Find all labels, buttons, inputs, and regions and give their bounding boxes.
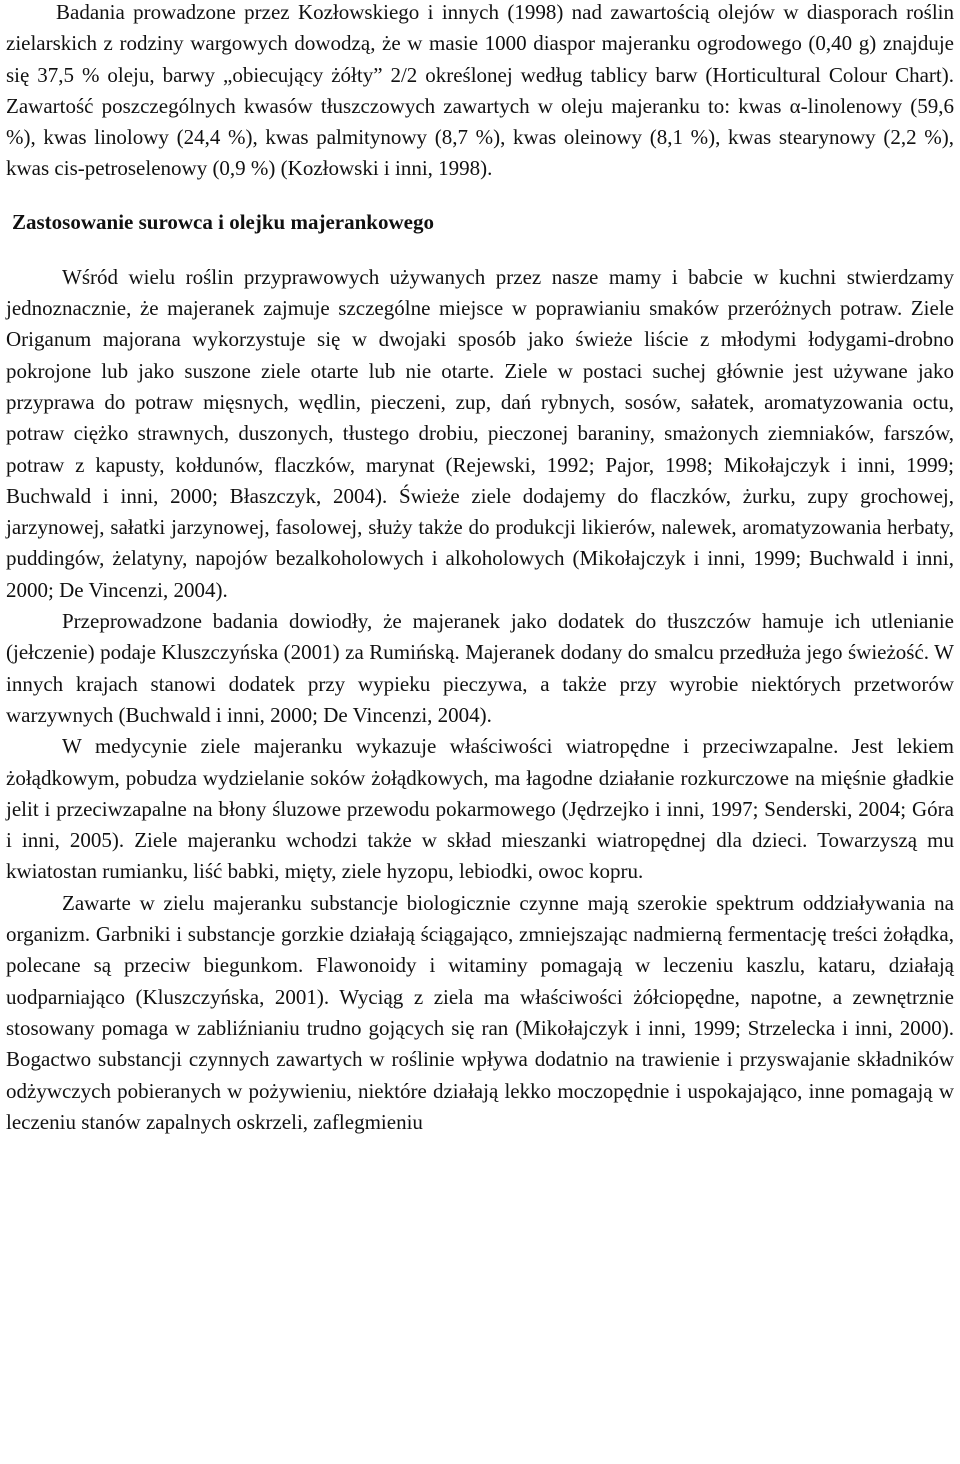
paragraph-culinary-use: Wśród wielu roślin przyprawowych używanych przez nasze mamy i babcie w kuchni stwierdzamy jednoznacznie, że majeranek zajmuje szczególne miejsce w poprawianiu smaków przeróżnych potraw. Ziele Origanum majorana wykorzystuje się w dwojaki sposób jako świeże liście z młodymi łodygami-drobno pokrojone lub jako suszone ziele otarte lub nie otarte. Ziele w postaci suchej głównie jest używane jako przyprawa do potraw mięsnych, wędlin, pieczeni, zup, dań rybnych, sosów, sałatek, aromatyzowania octu, potraw ciężko strawnych, duszonych, tłustego drobiu, pieczonej baraniny, smażonych ziemniaków, farszów, potraw z kapusty, kołdunów, flaczków, marynat (Rejewski, 1992; Pajor, 1998; Mikołajczyk i inni, 1999; Buchwald i inni, 2000; Błaszczyk, 2004). Świeże ziele dodajemy do flaczków, żurku, zupy grochowej, jarzynowej, sałatki jarzynowej, fasolowej, służy także do produkcji likierów, nalewek, aromatyzowania herbaty, puddingów, żelatyny, napojów bezalkoholowych i alkoholowych (Mikołajczyk i inni, 1999; Buchwald i inni, 2000; De Vincenzi, 2004).	[6, 264, 954, 602]
document-page	[6, 0, 954, 1138]
paragraph-antioxidant: Przeprowadzone badania dowiodły, że majeranek jako dodatek do tłuszczów hamuje ich utlenianie (jełczenie) podaje Kluszczyńska (2001) za Rumińską. Majeranek dodany do smalcu przedłuża jego świeżość. W innych krajach stanowi dodatek przy wypieku pieczywa, a także przy wyrobie niektórych przetworów warzywnych (Buchwald i inni, 2000; De Vincenzi, 2004).	[6, 609, 954, 727]
paragraph-active-substances: Zawarte w zielu majeranku substancje biologicznie czynne mają szerokie spektrum oddziaływania na organizm. Garbniki i substancje gorzkie działają ściągająco, zmniejszając nadmierną fermentację treści żołądka, polecane są przeciw biegunkom. Flawonoidy i witaminy pomagają w leczeniu kaszlu, kataru, działają uodparniająco (Kluszczyńska, 2001). Wyciąg z ziela ma właściwości żółciopędne, napotne, a zewnętrznie stosowany pomaga w zabliźnianiu trudno gojących się ran (Mikołajczyk i inni, 1999; Strzelecka i inni, 2000). Bogactwo substancji czynnych zawartych w roślinie wpływa dodatnio na trawienie i przyswajanie składników odżywczych pobieranych w pożywieniu, niektóre działają lekko moczopędnie i uspokajająco, inne pomagają w leczeniu stanów zapalnych oskrzeli, zaflegmieniu	[6, 890, 954, 1134]
section-heading: Zastosowanie surowca i olejku majerankowego	[12, 209, 434, 234]
paragraph-medicine: W medycynie ziele majeranku wykazuje właściwości wiatropędne i przeciwzapalne. Jest lekiem żołądkowym, pobudza wydzielanie soków żołądkowych, ma łagodne działanie rozkurczowe na mięśnie gładkie jelit i przeciwzapalne na błony śluzowe przewodu pokarmowego (Jędrzejko i inni, 1997; Senderski, 2004; Góra i inni, 2005). Ziele majeranku wchodzi także w skład mieszanki wiatropędnej dla dzieci. Towarzyszą mu kwiatostan rumianku, liść babki, mięty, ziele hyzopu, lebiodki, owoc kopru.	[6, 734, 954, 884]
paragraph-oil-content: Badania prowadzone przez Kozłowskiego i innych (1998) nad zawartością olejów w diasporach roślin zielarskich z rodziny wargowych dowodzą, że w masie 1000 diaspor majeranku ogrodowego (0,40 g) znajduje się 37,5 % oleju, barwy „obiecujący żółty” 2/2 określonej według tablicy barw (Horticultural Colour Chart). Zawartość poszczególnych kwasów tłuszczowych zawartych w oleju majeranku to: kwas α-linolenowy (59,6 %), kwas linolowy (24,4 %), kwas palmitynowy (8,7 %), kwas oleinowy (8,1 %), kwas stearynowy (2,2 %), kwas cis-petroselenowy (0,9 %) (Kozłowski i inni, 1998).	[6, 0, 954, 181]
